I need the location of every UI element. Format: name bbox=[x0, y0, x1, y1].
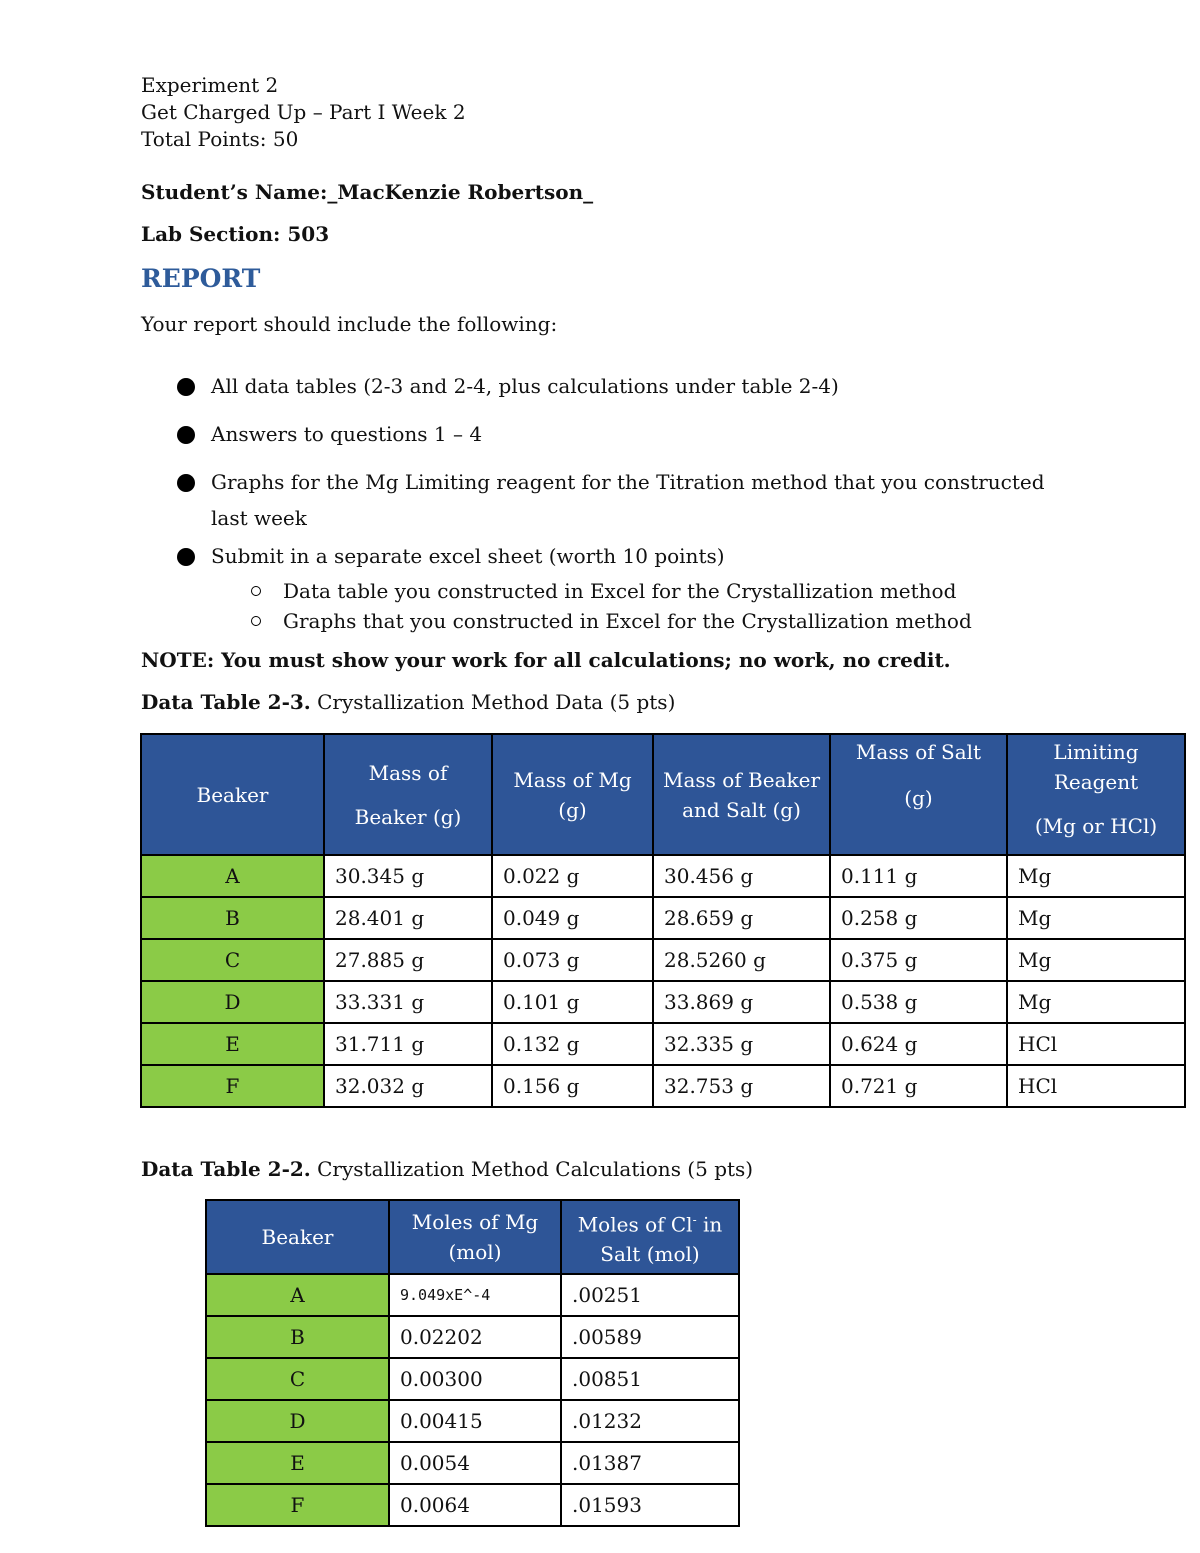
mass-mg-cell: 0.073 g bbox=[492, 939, 653, 981]
table-row bbox=[141, 981, 1185, 1023]
column-header-moles-mg: Moles of Mg (mol) bbox=[389, 1200, 561, 1274]
sub-list-item: Data table you constructed in Excel for the Crystallization method bbox=[247, 576, 1057, 606]
mass-salt-cell: 0.258 g bbox=[830, 897, 1007, 939]
list-item: Graphs for the Mg Limiting reagent for the Titration method that you constructed last week bbox=[177, 464, 1057, 536]
beaker-label: E bbox=[206, 1442, 389, 1484]
hollow-bullet-icon bbox=[251, 616, 261, 626]
table-row bbox=[206, 1400, 739, 1442]
experiment-title: Get Charged Up – Part I Week 2 bbox=[141, 100, 466, 124]
column-header-moles-cl: Moles of Cl- in Salt (mol) bbox=[561, 1200, 739, 1274]
report-intro: Your report should include the following: bbox=[141, 312, 558, 336]
moles-cl-cell: .01232 bbox=[561, 1400, 739, 1442]
table-header-row bbox=[206, 1200, 739, 1274]
column-header-mass-beaker: Mass of Beaker (g) bbox=[324, 734, 492, 855]
moles-cl-cell: .01387 bbox=[561, 1442, 739, 1484]
column-header-limiting-reagent: Limiting Reagent (Mg or HCl) bbox=[1007, 734, 1185, 855]
list-item: Submit in a separate excel sheet (worth 10 points) Data table you constructed in Excel for the Crystallization method Graphs that you constructed in Excel for the Crystallization method bbox=[177, 538, 1057, 636]
bullet-icon bbox=[177, 378, 195, 396]
limiting-reagent-cell: Mg bbox=[1007, 897, 1185, 939]
table-row bbox=[141, 939, 1185, 981]
lab-section: Lab Section: 503 bbox=[141, 222, 330, 246]
moles-mg-cell: 0.02202 bbox=[389, 1316, 561, 1358]
report-heading: REPORT bbox=[141, 264, 261, 293]
column-header-mass-salt: Mass of Salt (g) bbox=[830, 734, 1007, 855]
beaker-label: D bbox=[206, 1400, 389, 1442]
table-row bbox=[206, 1484, 739, 1526]
mass-beaker-cell: 30.345 g bbox=[324, 855, 492, 897]
beaker-label: F bbox=[206, 1484, 389, 1526]
mass-beaker-cell: 27.885 g bbox=[324, 939, 492, 981]
experiment-number: Experiment 2 bbox=[141, 73, 279, 97]
beaker-label: B bbox=[206, 1316, 389, 1358]
moles-mg-cell: 0.00300 bbox=[389, 1358, 561, 1400]
moles-mg-cell: 0.00415 bbox=[389, 1400, 561, 1442]
table-22-caption: Data Table 2-2. Crystallization Method Calculations (5 pts) bbox=[141, 1157, 754, 1181]
mass-beaker-salt-cell: 28.5260 g bbox=[653, 939, 830, 981]
mass-beaker-salt-cell: 30.456 g bbox=[653, 855, 830, 897]
mass-beaker-cell: 28.401 g bbox=[324, 897, 492, 939]
mass-beaker-salt-cell: 28.659 g bbox=[653, 897, 830, 939]
table-row bbox=[206, 1442, 739, 1484]
list-item: All data tables (2-3 and 2-4, plus calculations under table 2-4) bbox=[177, 368, 1057, 404]
total-points: Total Points: 50 bbox=[141, 127, 299, 151]
mass-salt-cell: 0.624 g bbox=[830, 1023, 1007, 1065]
beaker-label: C bbox=[206, 1358, 389, 1400]
beaker-label: D bbox=[141, 981, 324, 1023]
limiting-reagent-cell: Mg bbox=[1007, 981, 1185, 1023]
bullet-icon bbox=[177, 426, 195, 444]
limiting-reagent-cell: Mg bbox=[1007, 855, 1185, 897]
table-header-row bbox=[141, 734, 1185, 855]
moles-cl-cell: .00851 bbox=[561, 1358, 739, 1400]
beaker-label: F bbox=[141, 1065, 324, 1107]
report-requirements-list bbox=[177, 368, 1057, 636]
mass-beaker-cell: 33.331 g bbox=[324, 981, 492, 1023]
moles-mg-cell: 0.0054 bbox=[389, 1442, 561, 1484]
mass-beaker-salt-cell: 32.335 g bbox=[653, 1023, 830, 1065]
column-header-beaker: Beaker bbox=[206, 1200, 389, 1274]
beaker-label: A bbox=[141, 855, 324, 897]
table-row bbox=[141, 1023, 1185, 1065]
table-row bbox=[206, 1358, 739, 1400]
list-item: Answers to questions 1 – 4 bbox=[177, 416, 1057, 452]
beaker-label: A bbox=[206, 1274, 389, 1316]
table-23-caption: Data Table 2-3. Crystallization Method Data (5 pts) bbox=[141, 690, 676, 714]
bullet-icon bbox=[177, 474, 195, 492]
limiting-reagent-cell: HCl bbox=[1007, 1065, 1185, 1107]
beaker-label: C bbox=[141, 939, 324, 981]
mass-beaker-salt-cell: 32.753 g bbox=[653, 1065, 830, 1107]
document-header bbox=[141, 72, 1181, 153]
moles-mg-cell: 0.0064 bbox=[389, 1484, 561, 1526]
limiting-reagent-cell: HCl bbox=[1007, 1023, 1185, 1065]
moles-cl-cell: .00589 bbox=[561, 1316, 739, 1358]
sub-list-item: Graphs that you constructed in Excel for the Crystallization method bbox=[247, 606, 1057, 636]
mass-salt-cell: 0.721 g bbox=[830, 1065, 1007, 1107]
table-row bbox=[141, 855, 1185, 897]
mass-mg-cell: 0.022 g bbox=[492, 855, 653, 897]
data-table-2-3 bbox=[140, 733, 1186, 1108]
mass-mg-cell: 0.101 g bbox=[492, 981, 653, 1023]
limiting-reagent-cell: Mg bbox=[1007, 939, 1185, 981]
mass-salt-cell: 0.538 g bbox=[830, 981, 1007, 1023]
mass-mg-cell: 0.156 g bbox=[492, 1065, 653, 1107]
mass-mg-cell: 0.132 g bbox=[492, 1023, 653, 1065]
bullet-icon bbox=[177, 548, 195, 566]
mass-beaker-salt-cell: 33.869 g bbox=[653, 981, 830, 1023]
hollow-bullet-icon bbox=[251, 586, 261, 596]
table-row bbox=[141, 1065, 1185, 1107]
mass-beaker-cell: 31.711 g bbox=[324, 1023, 492, 1065]
table-row bbox=[206, 1274, 739, 1316]
mass-beaker-cell: 32.032 g bbox=[324, 1065, 492, 1107]
work-note: NOTE: You must show your work for all calculations; no work, no credit. bbox=[141, 648, 951, 672]
table-row bbox=[206, 1316, 739, 1358]
data-table-2-2 bbox=[205, 1199, 740, 1527]
column-header-mass-mg: Mass of Mg (g) bbox=[492, 734, 653, 855]
sub-list bbox=[247, 576, 1057, 636]
mass-salt-cell: 0.111 g bbox=[830, 855, 1007, 897]
mass-mg-cell: 0.049 g bbox=[492, 897, 653, 939]
mass-salt-cell: 0.375 g bbox=[830, 939, 1007, 981]
moles-cl-cell: .00251 bbox=[561, 1274, 739, 1316]
column-header-mass-beaker-salt: Mass of Beaker and Salt (g) bbox=[653, 734, 830, 855]
column-header-beaker: Beaker bbox=[141, 734, 324, 855]
beaker-label: B bbox=[141, 897, 324, 939]
table-row bbox=[141, 897, 1185, 939]
moles-cl-cell: .01593 bbox=[561, 1484, 739, 1526]
moles-mg-cell: 9.049xE^-4 bbox=[389, 1274, 561, 1316]
beaker-label: E bbox=[141, 1023, 324, 1065]
student-name: Student’s Name:_MacKenzie Robertson_ bbox=[141, 180, 594, 204]
